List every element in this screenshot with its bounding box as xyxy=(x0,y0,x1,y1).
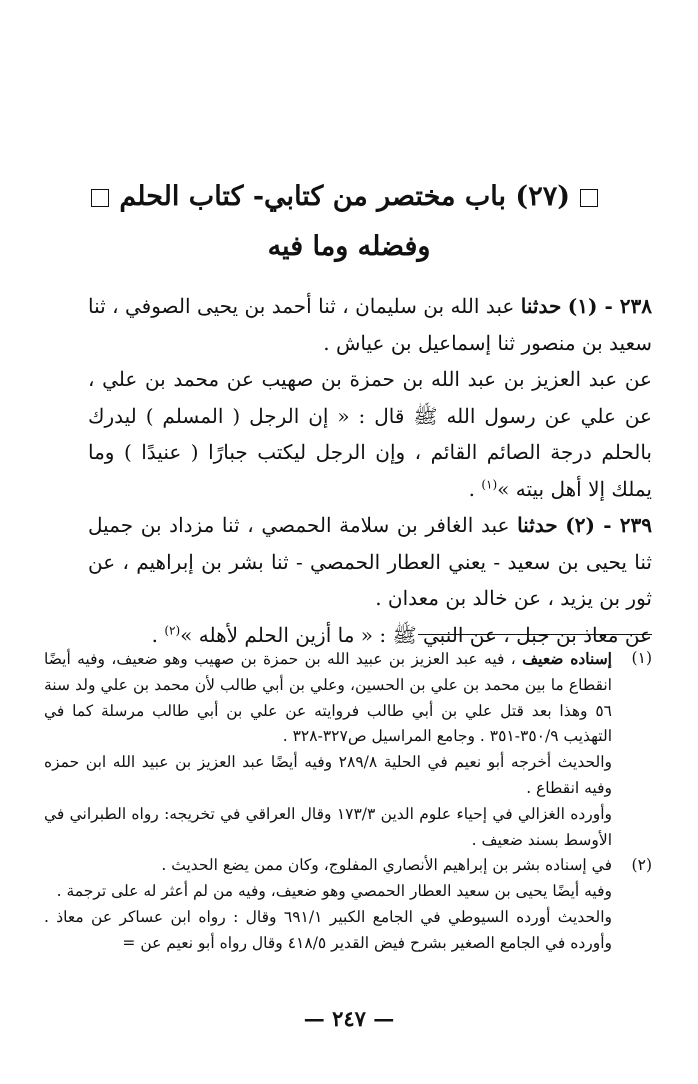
footnote-ref-2: (٢) xyxy=(164,622,181,637)
footnotes xyxy=(44,646,652,957)
footnote-1-para-1-text: ، فيه عبد العزيز بن عبيد الله بن حمزة بن صهيب وهو ضعيف، وفيه أيضًا انقطاع ما بين محمد بن علي بن الحسين، وعلي بن أبي طالب لأن محمد بن علي ولد سنة ٥٦ وهذا بعد قتل علي بن أبي طالب فروايته عن علي بن أبي طالب مرسلة كما في التهذيب ٣٥٠/٩-٣٥١ . وجامع المراسيل ص٣٢٧-٣٢٨ . xyxy=(44,650,612,746)
hadith-238-number: ٢٣٨ - (١) xyxy=(567,294,652,318)
hadith-238-text: عن عبد العزيز بن عبد الله بن حمزة بن صهيب عن محمد بن علي ، عن علي عن رسول الله ﷺ قال : « إن الرجل ( المسلم ) ليدرك بالحلم درجة الصائم القائم ، وإن الرجل ليكتب جبارًا ( عنيدًا ) وما يملك إلا أهل بيته » xyxy=(88,367,652,501)
hadith-238-isnad xyxy=(88,288,652,361)
chapter-title xyxy=(90,172,608,272)
footnote-ref-1: (١) xyxy=(481,476,498,491)
footnote-1-para-2: والحديث أخرجه أبو نعيم في الحلية ٢٨٩/٨ وفيه أيضًا عبد العزيز بن عبيد الله ابن حمزه وفيه انقطاع . xyxy=(44,753,612,797)
hadith-239-text: عن معاذ بن جبل ، عن النبي ﷺ : « ما أزين الحلم لأهله » xyxy=(180,622,652,647)
hadith-238-end: . xyxy=(468,476,482,501)
hadith-239-end: . xyxy=(151,622,165,647)
footnote-divider xyxy=(418,634,652,635)
chapter-title-line-2: وفضله وما فيه xyxy=(267,231,431,262)
footnote-2-para-3: والحديث أورده السيوطي في الجامع الكبير ٦٩١/١ وقال : رواه ابن عساكر عن معاذ . وأورده في الجامع الصغير بشرح فيض القدير ٤١٨/٥ وقال رواه أبو نعيم عن = xyxy=(44,907,612,952)
footnote-1-verdict: إسناده ضعيف xyxy=(522,649,612,668)
chapter-title-text-1: (٢٧) باب مختصر من كتابي- كتاب الحلم xyxy=(119,181,570,212)
footnote-1-para-3: وأورده الغزالي في إحياء علوم الدين ١٧٣/٣ وقال العراقي في تخريجه: رواه الطبراني في الأوسط بسند ضعيف . xyxy=(44,804,612,849)
main-text xyxy=(88,288,652,653)
page-number: — ٢٤٧ — xyxy=(303,1006,395,1031)
chapter-title-line-1 xyxy=(90,172,608,222)
hadith-239-number: ٢٣٩ - (٢) xyxy=(565,513,652,537)
footnote-2 xyxy=(44,853,652,956)
footnote-1-text xyxy=(44,646,612,853)
square-ornament-icon xyxy=(91,189,109,207)
footnote-1-number: (١) xyxy=(631,649,652,667)
hadith-238-haddathana: حدثنا xyxy=(520,294,562,318)
hadith-238-matn xyxy=(88,361,652,507)
square-ornament-icon xyxy=(580,189,598,207)
footnote-2-para-2: وفيه أيضًا يحيى بن سعيد العطار الحمصي وهو ضعيف، وفيه من لم أعثر له على ترجمة . xyxy=(56,882,612,901)
footnote-1 xyxy=(44,646,652,853)
hadith-239-chain: عبد الغافر بن سلامة الحمصي ، ثنا مزداد بن جميل ثنا يحيى بن سعيد - يعني العطار الحمصي - ثنا بشر بن إبراهيم ، عن ثور بن يزيد ، عن خالد بن معدان . xyxy=(88,513,652,610)
hadith-238-chain: عبد الله بن سليمان ، ثنا أحمد بن يحيى الصوفي ، ثنا سعيد بن منصور ثنا إسماعيل بن عياش . xyxy=(88,294,652,355)
footnote-2-number: (٢) xyxy=(631,856,652,875)
hadith-239-isnad xyxy=(88,507,652,617)
footnote-1-para-1 xyxy=(44,646,612,750)
hadith-239-haddathana: حدثنا xyxy=(517,513,558,537)
footnote-2-para-1: في إسناده بشر بن إبراهيم الأنصاري المفلوج، وكان ممن يضع الحديث . xyxy=(161,856,612,875)
footnote-2-text xyxy=(44,853,612,956)
